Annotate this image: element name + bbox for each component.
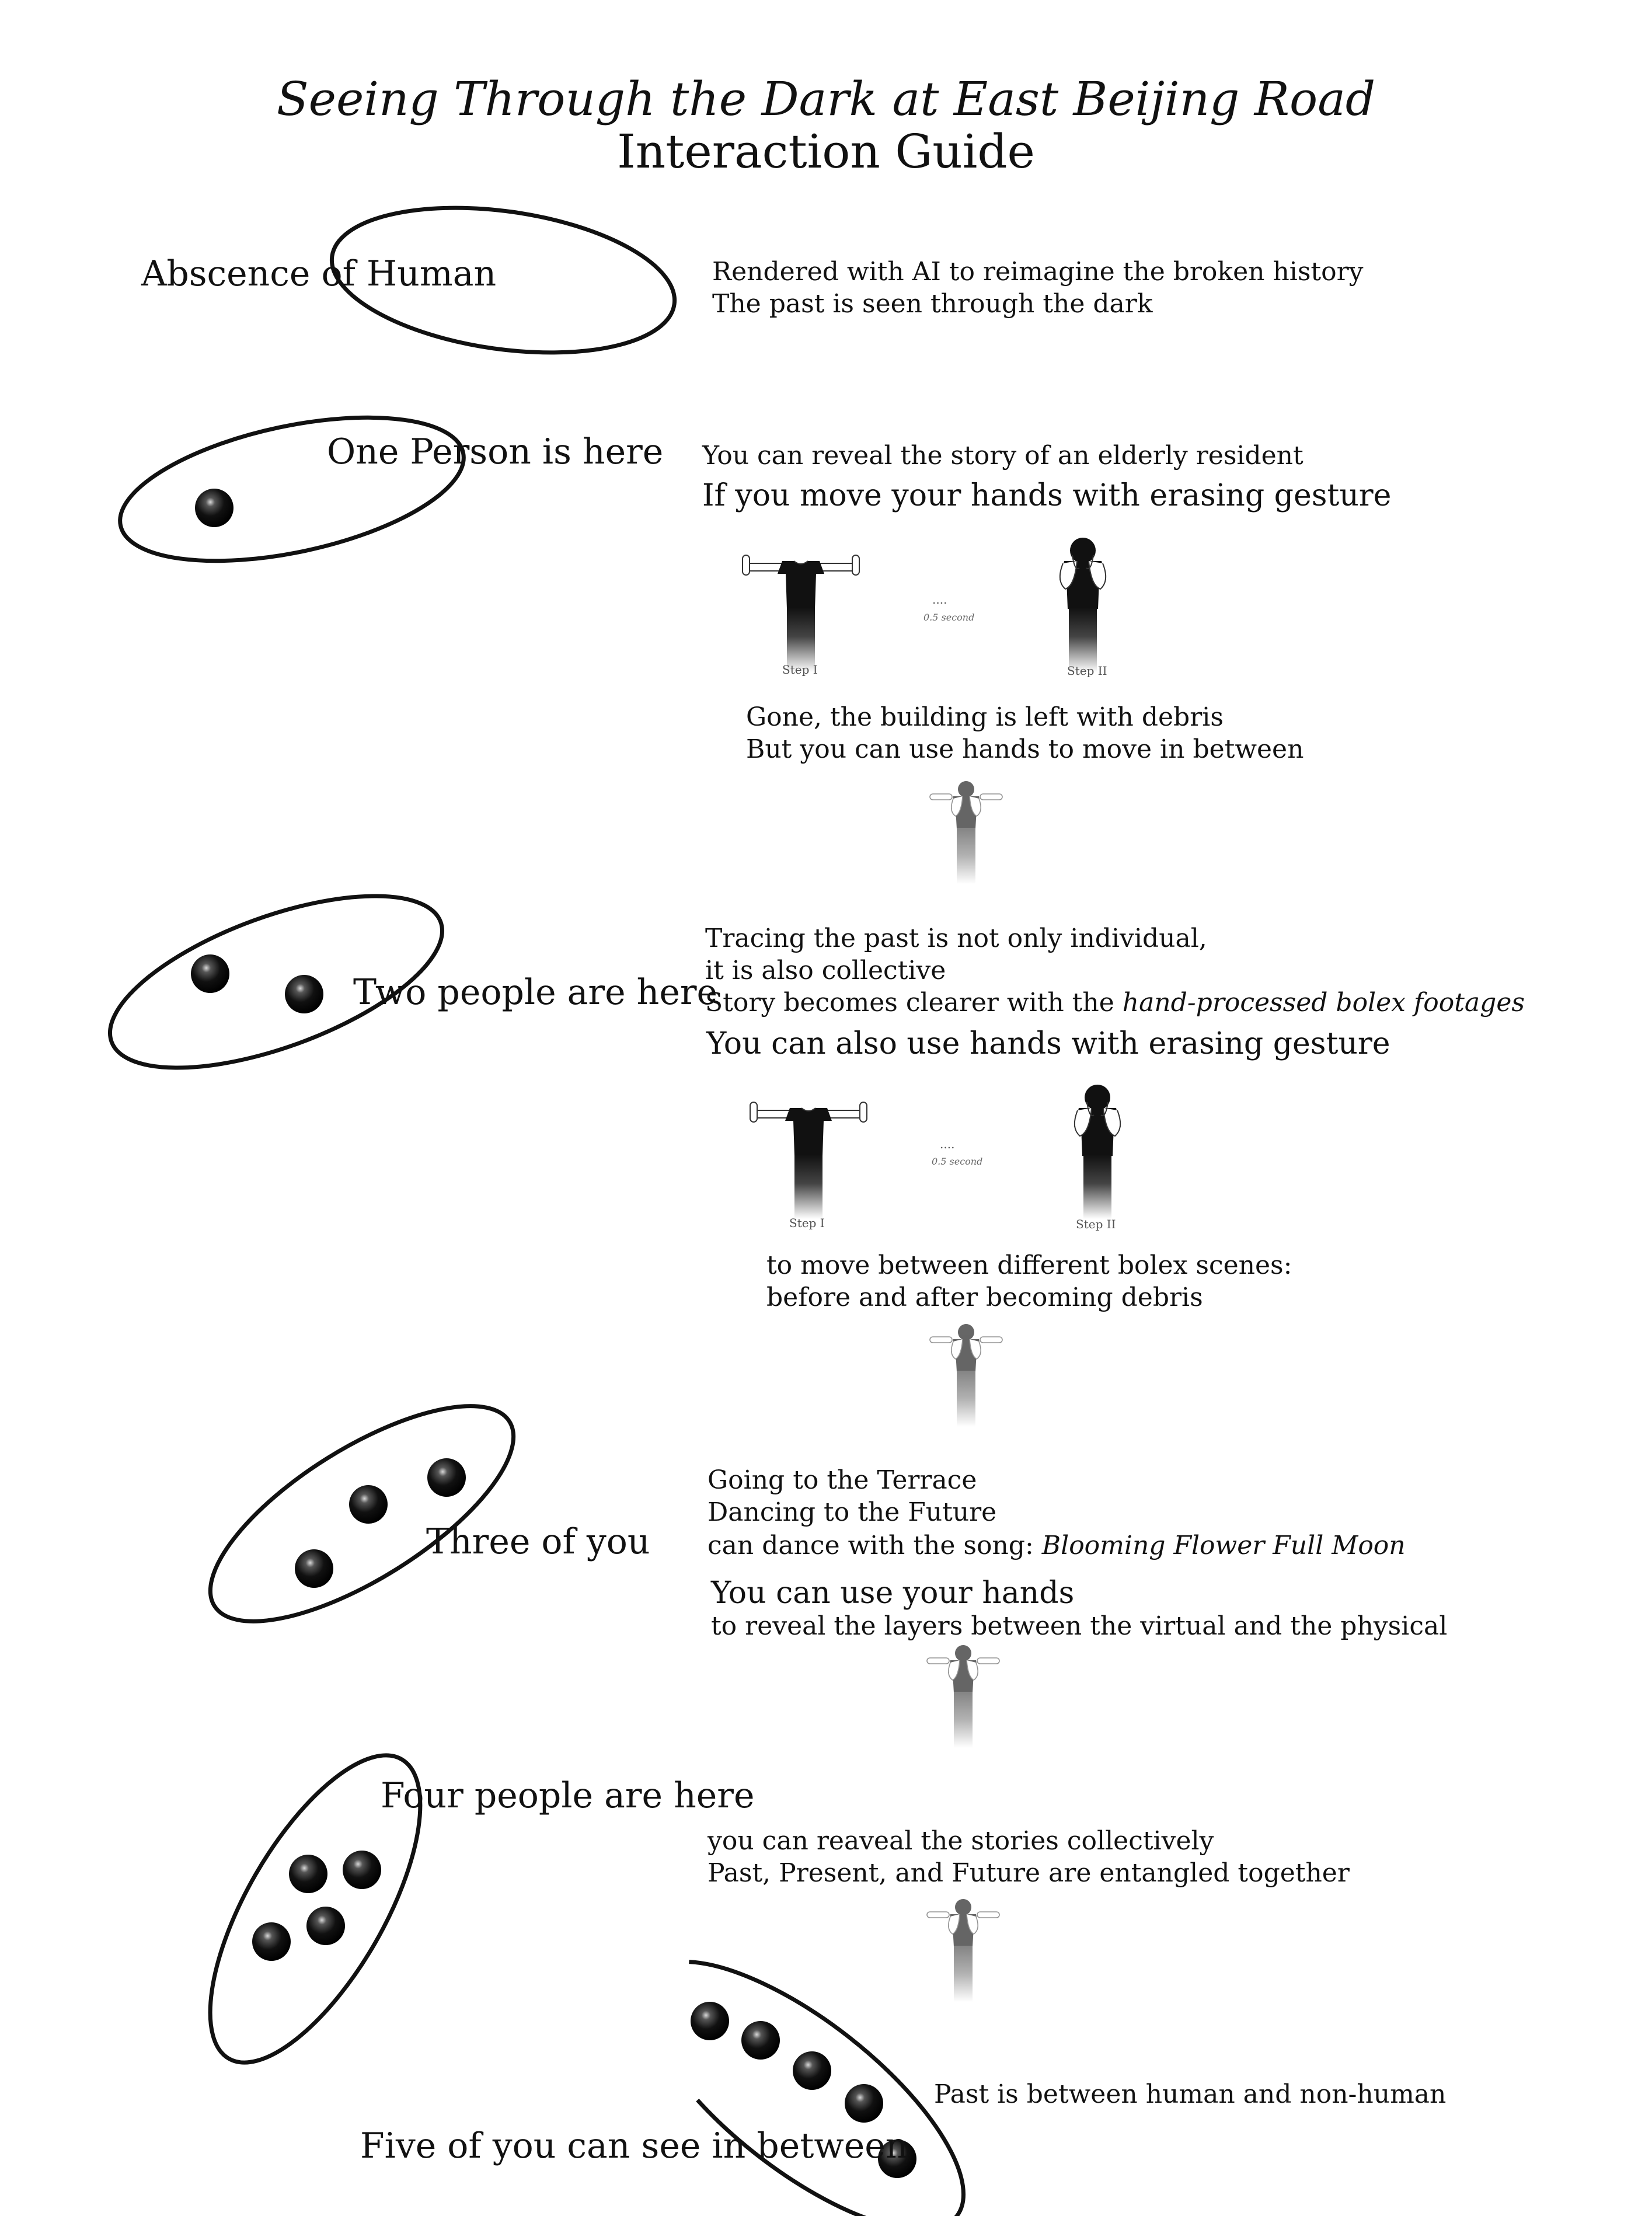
interval-label: 0.5 second <box>923 612 975 623</box>
instruction-line: You can use your hands <box>711 1576 1075 1611</box>
description-line: to reveal the layers between the virtual and the physical <box>711 1611 1448 1641</box>
description-line: Going to the Terrace <box>707 1465 977 1495</box>
person-marker <box>427 1458 466 1497</box>
description-line: Tracing the past is not only individual, <box>705 924 1207 953</box>
pause-dots: .... <box>932 593 947 607</box>
person-marker <box>191 954 229 993</box>
description-line: The past is seen through the dark <box>712 289 1153 319</box>
gesture-step2-figure <box>1074 1085 1121 1219</box>
person-marker <box>741 2021 780 2060</box>
description-line: Dancing to the Future <box>707 1497 997 1527</box>
gesture-ghost-figure <box>930 1324 1002 1427</box>
section-label: One Person is here <box>327 431 664 472</box>
description-line: You can reveal the story of an elderly resident <box>702 441 1304 471</box>
interval-label: 0.5 second <box>932 1156 983 1167</box>
description-line: it is also collective <box>705 956 946 985</box>
person-marker <box>289 1855 327 1893</box>
person-marker <box>195 489 233 527</box>
step-label: Step II <box>1076 1217 1116 1231</box>
section-label: Four people are here <box>381 1775 755 1816</box>
gesture-ghost-figure <box>927 1899 999 2002</box>
description-line: to move between different bolex scenes: <box>766 1250 1292 1280</box>
person-marker <box>295 1549 333 1588</box>
description-line: Past is between human and non-human <box>934 2079 1447 2109</box>
gesture-step2-figure <box>1059 538 1106 672</box>
instruction-line: You can also use hands with erasing gesture <box>706 1026 1390 1061</box>
description-line: Story becomes clearer with the hand-processed bolex footages <box>705 988 1525 1018</box>
person-marker <box>343 1851 381 1889</box>
description-line: you can reaveal the stories collectively <box>707 1826 1214 1856</box>
person-marker <box>793 2051 831 2090</box>
step-label: Step I <box>782 663 818 677</box>
step-label: Step I <box>789 1216 825 1230</box>
gesture-ghost-figure <box>930 781 1002 884</box>
description-line: But you can use hands to move in between <box>746 734 1304 764</box>
person-marker <box>252 1922 291 1961</box>
person-marker <box>691 2002 729 2040</box>
description-line: can dance with the song: Blooming Flower Full Moon <box>707 1531 1406 1560</box>
pause-dots: .... <box>940 1137 955 1151</box>
person-marker <box>349 1485 388 1524</box>
description-line: Rendered with AI to reimagine the broken history <box>712 257 1364 287</box>
section-label: Five of you can see in between <box>360 2126 908 2166</box>
person-marker <box>285 975 323 1013</box>
description-line: Gone, the building is left with debris <box>746 702 1224 732</box>
instruction-line: If you move your hands with erasing gesture <box>702 478 1392 513</box>
description-line: Past, Present, and Future are entangled together <box>707 1858 1350 1888</box>
page-title: Seeing Through the Dark at East Beijing Road <box>276 72 1376 126</box>
person-marker <box>306 1907 345 1945</box>
gesture-step1-figure <box>743 555 859 672</box>
gesture-step1-figure <box>750 1102 867 1219</box>
section-label: Abscence of Human <box>141 253 497 294</box>
section-label: Two people are here <box>353 972 718 1013</box>
step-label: Step II <box>1067 664 1107 678</box>
gesture-ghost-figure <box>927 1645 999 1748</box>
page-subtitle: Interaction Guide <box>617 124 1035 179</box>
group-ring <box>107 391 476 587</box>
section-label: Three of you <box>426 1521 650 1562</box>
person-marker <box>845 2084 883 2123</box>
description-line: before and after becoming debris <box>766 1283 1203 1312</box>
